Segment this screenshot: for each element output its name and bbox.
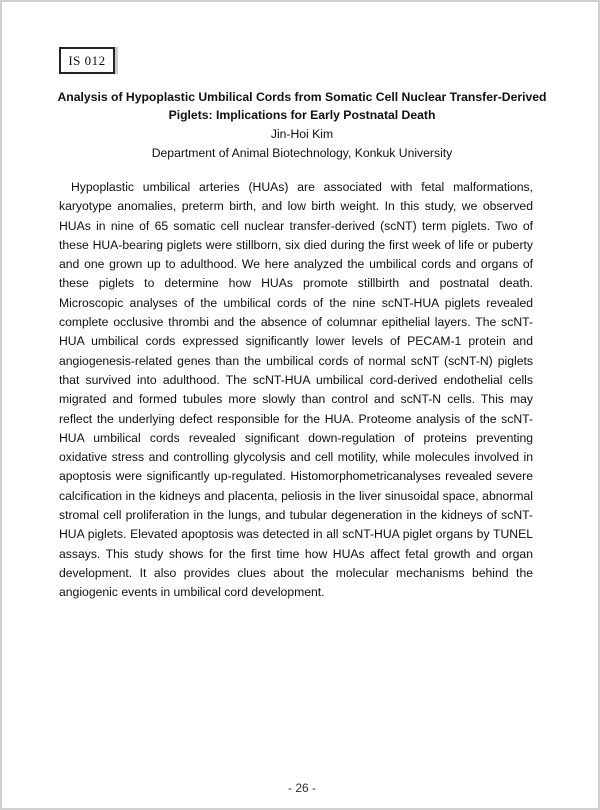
affiliation: Department of Animal Biotechnology, Konkuk University	[151, 146, 453, 160]
abstract-code-box: IS 012	[59, 47, 115, 74]
paper-title: Analysis of Hypoplastic Umbilical Cords from Somatic Cell Nuclear Transfer-Derived Piglets: Implications for Early Postnatal Death	[57, 90, 547, 122]
author-name: Jin-Hoi Kim	[270, 127, 334, 141]
page-number: - 26 -	[287, 781, 316, 795]
abstract-body: Hypoplastic umbilical arteries (HUAs) are associated with fetal malformations, karyotype anomalies, preterm birth, and low birth weight. In this study, we observed HUAs in nine of 65 somatic cell nuclear transfer-derived (scNT) term piglets. Two of these HUA-bearing piglets were stillborn, six died during the first week of life or puberty and one grown up to adulthood. We here analyzed the umbilical cords and organs of these piglets to determine how HUAs promote stillbirth and postnatal death. Microscopic analyses of the umbilical cords of the nine scNT-HUA piglets revealed complete occlusive thrombi and the absence of columnar epithelial layers. The scNT-HUA umbilical cords expressed significantly lower levels of PECAM-1 protein and angiogenesis-related genes than the umbilical cords of normal scNT (scNT-N) piglets that survived into adulthood. The scNT-HUA umbilical cord-derived endothelial cells migrated and formed tubules more slowly than control and scNT-N cells. This may reflect the underlying defect responsible for the HUA. Proteome analysis of the scNT-HUA umbilical cords revealed significant down-regulation of proteins preventing oxidative stress and controlling glycolysis and cell motility, while molecules involved in apoptosis were significantly up-regulated. Histomorphometricanalyses revealed severe calcification in the kidneys and placenta, peliosis in the liver sinusoidal space, abnormal stromal cell proliferation in the lungs, and tubular degeneration in the kidneys of scNT-HUA piglets. Elevated apoptosis was detected in all scNT-HUA piglet organs by TUNEL assays. This study shows for the first time how HUAs affect fetal growth and organ development. It also provides clues about the molecular mechanisms behind the angiogenic events in umbilical cord development.	[59, 180, 533, 600]
